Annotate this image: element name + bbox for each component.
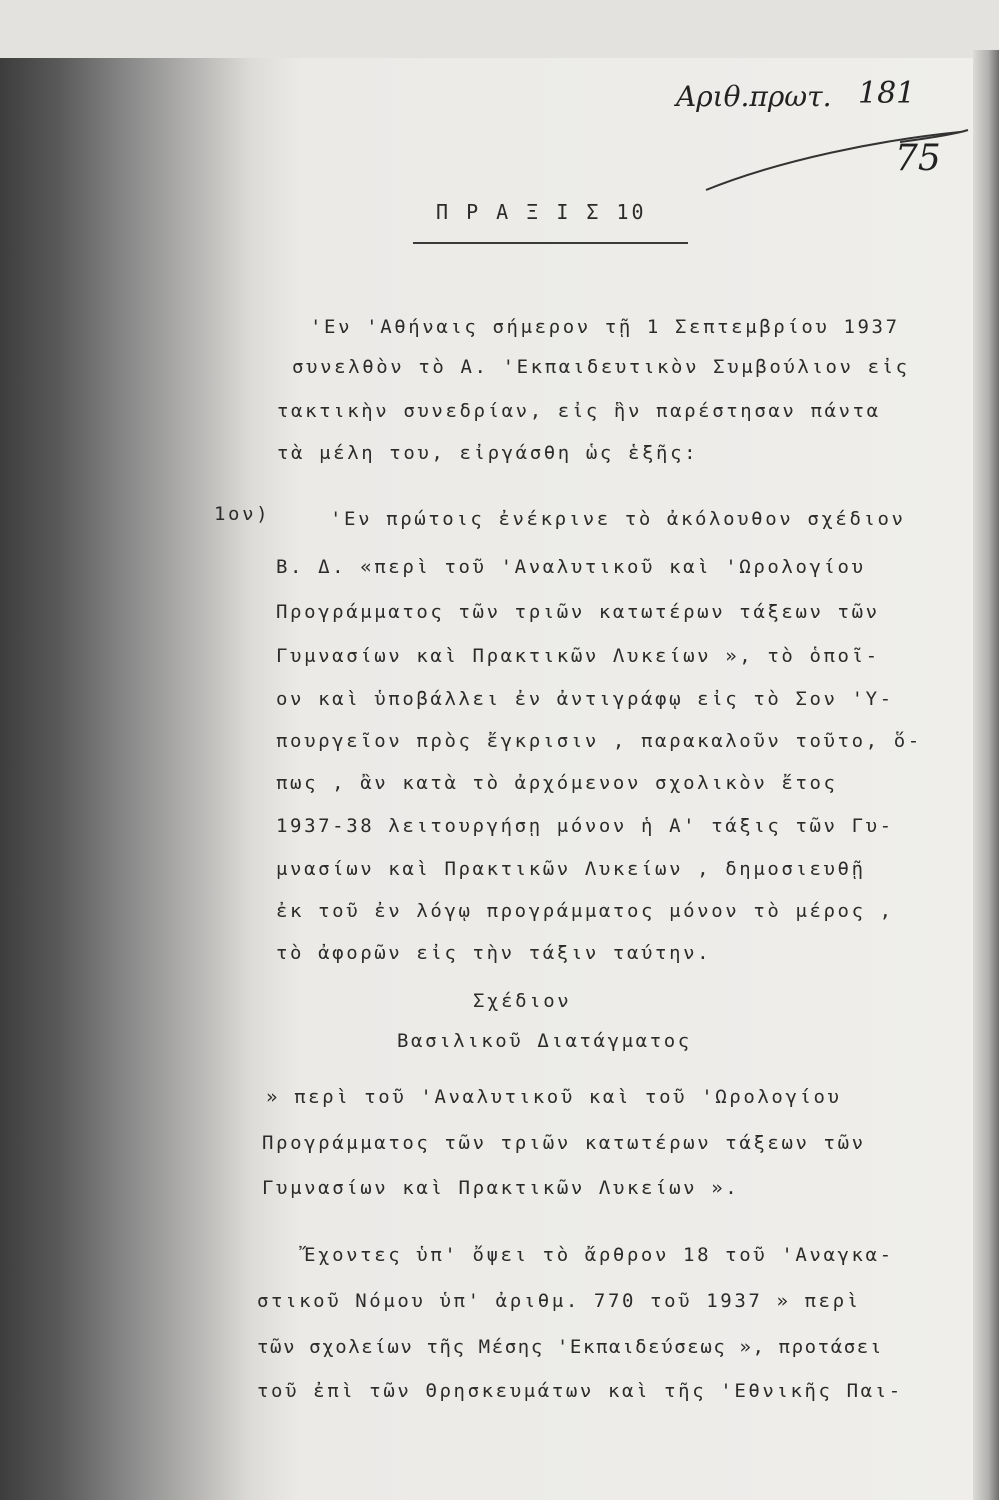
- page-edge-shadow: [973, 50, 999, 1500]
- text-line: τῶν σχολείων τῆς Μέσης 'Εκπαιδεύσεως », προτάσει: [257, 1336, 883, 1358]
- text-line: Β. Δ. «περὶ τοῦ 'Αναλυτικοῦ καὶ 'Ωρολογίου: [276, 556, 866, 578]
- text-line: » περὶ τοῦ 'Αναλυτικοῦ καὶ τοῦ 'Ωρολογίου: [266, 1086, 842, 1108]
- text-line: τοῦ ἐπὶ τῶν Θρησκευμάτων καὶ τῆς 'Εθνικῆς Παι-: [257, 1380, 903, 1402]
- text-line: ἐκ τοῦ ἐν λόγῳ προγράμματος μόνον τὸ μέρος ,: [276, 900, 894, 922]
- text-line: Ἔχοντες ὑπ' ὄψει τὸ ἄρθρον 18 τοῦ 'Αναγκα-: [304, 1244, 894, 1266]
- text-line: πουργεῖον πρὸς ἔγκρισιν , παρακαλοῦν τοῦτο, ὅ-: [276, 730, 922, 752]
- text-line: στικοῦ Νόμου ὑπ' ἀριθμ. 770 τοῦ 1937 » περὶ: [257, 1290, 861, 1312]
- text-line: τὰ μέλη του, εἰργάσθη ὡς ἑξῆς:: [277, 442, 699, 464]
- text-line: Προγράμματος τῶν τριῶν κατωτέρων τάξεων τῶν: [262, 1132, 866, 1154]
- text-line: Γυμνασίων καὶ Πρακτικῶν Λυκείων », τὸ ὁποῖ-: [276, 645, 880, 667]
- handwritten-reference: Αριθ.πρωτ.: [676, 80, 832, 113]
- text-line: Γυμνασίων καὶ Πρακτικῶν Λυκείων ».: [262, 1177, 740, 1199]
- document-title: Π Ρ Α Ξ Ι Σ 10: [436, 200, 647, 224]
- title-underline: [413, 242, 688, 244]
- text-line: 'Εν πρώτοις ἐνέκρινε τὸ ἀκόλουθον σχέδιον: [330, 508, 906, 530]
- text-line: τὸ ἀφορῶν εἰς τὴν τάξιν ταύτην.: [276, 942, 712, 964]
- text-line: Προγράμματος τῶν τριῶν κατωτέρων τάξεων τῶν: [276, 601, 880, 623]
- text-line: πως , ἂν κατὰ τὸ ἀρχόμενον σχολικὸν ἔτος: [276, 772, 838, 794]
- item-label: 1ον): [214, 503, 271, 525]
- text-line: 1937-38 λειτουργήσῃ μόνον ἡ Α' τάξις τῶν Γυ-: [276, 815, 894, 837]
- section-subheading: Βασιλικοῦ Διατάγματος: [397, 1030, 692, 1052]
- handwritten-page-number: 75: [895, 138, 941, 179]
- section-heading: Σχέδιον: [473, 990, 572, 1012]
- text-line: 'Εν 'Αθήναις σήμερον τῇ 1 Σεπτεμβρίου 1937: [310, 316, 900, 338]
- handwritten-number: 181: [858, 76, 916, 111]
- text-line: ον καὶ ὑποβάλλει ἐν ἀντιγράφῳ εἰς τὸ Σον 'Υ-: [276, 688, 894, 710]
- text-line: συνελθὸν τὸ Α. 'Εκπαιδευτικὸν Συμβούλιον εἰς: [292, 356, 910, 378]
- text-line: μνασίων καὶ Πρακτικῶν Λυκείων , δημοσιευθῇ: [276, 858, 866, 880]
- text-line: τακτικὴν συνεδρίαν, εἰς ἣν παρέστησαν πάντα: [277, 400, 881, 422]
